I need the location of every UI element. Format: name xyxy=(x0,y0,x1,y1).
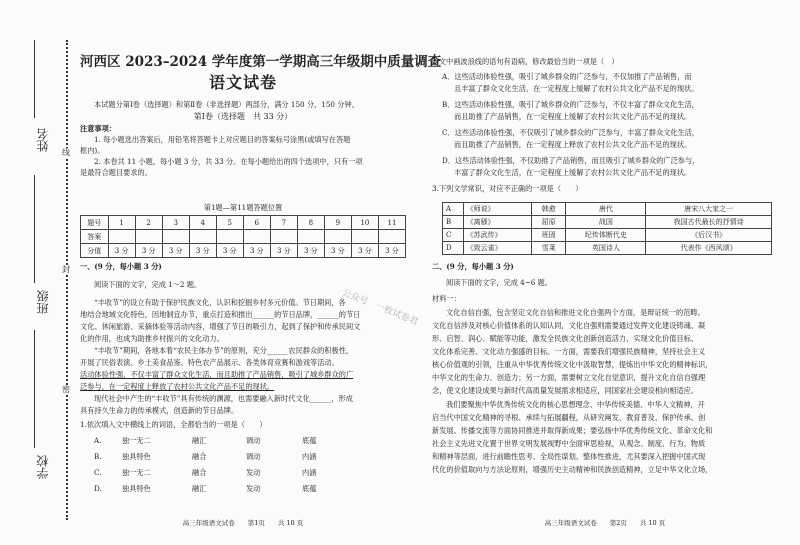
question-number: 11 xyxy=(378,216,405,230)
note-line: 是最符合题目要求的。 xyxy=(80,168,152,177)
option-word: 独一无二 xyxy=(122,468,151,477)
seal-mark-feng: 封 xyxy=(62,265,70,274)
question-number: 8 xyxy=(297,216,324,230)
option-word: 融合 xyxy=(192,468,207,477)
answer-cell[interactable] xyxy=(216,230,243,244)
score-cell: 3 分 xyxy=(297,244,324,258)
class-label: 班级 xyxy=(36,290,50,314)
page-footer: 高三年级语文试卷 第2页 共 10 页 xyxy=(544,519,666,527)
lit-cell: 《师说》 xyxy=(463,203,532,216)
answer-cell[interactable] xyxy=(108,230,135,244)
q2-option-line: C．这些活动体验性强，不仅吸引了城乡群众的广泛参与，丰富了群众文化生活， xyxy=(442,128,700,137)
passage-line: 我们要聚焦中华优秀传统文化的核心思想理念、中华传统美德、中华人文精神，开 xyxy=(446,400,705,409)
answer-cell[interactable] xyxy=(243,230,270,244)
intro-text: 本试题分第Ⅰ卷（选择题）和第Ⅱ卷（非选择题）两部分，满分 150 分，150 分钟。 xyxy=(94,100,359,109)
q2-option-line: D．这些活动体验性强，不仅助推了产品销售，而且吸引了城乡群众的广泛参与， xyxy=(442,156,700,165)
lit-cell: 《苏武传》 xyxy=(463,229,532,242)
option-letter: C. xyxy=(94,468,102,477)
answer-cell[interactable] xyxy=(135,230,162,244)
lit-cell: 《致云雀》 xyxy=(463,242,532,255)
answer-table xyxy=(80,215,406,258)
option-word: 融汇 xyxy=(192,436,207,445)
passage-line-wavy: 泛参与，在一定程度上释放了农村公共文化产品不足的现状。 xyxy=(80,382,275,391)
option-word: 独具特色 xyxy=(122,484,151,493)
question-number: 10 xyxy=(351,216,378,230)
lit-cell: B xyxy=(443,216,464,229)
q2-option-line: B．这些活动体验性强，吸引了城乡群众的广泛参与，不仅丰富了群众文化生活， xyxy=(442,100,699,109)
passage-line: 开展了民俗表演、乡土美食品鉴、特色农产品展示、各类体育竞赛和游戏等活动。 xyxy=(80,358,339,367)
passage-line: 现代社会中产生的“丰收节”具有传统的渊源，也需要融入新时代文化______，形成 xyxy=(94,394,353,403)
q2-option-line: A．这些活动体验性强，吸引了城乡群众的广泛参与，不仅加推了产品销售，而 xyxy=(442,72,692,81)
lit-cell: 代表作《西风颂》 xyxy=(646,242,772,255)
answer-cell[interactable] xyxy=(351,230,378,244)
lit-cell: 战国 xyxy=(566,216,646,229)
option-word: 发动 xyxy=(246,468,261,477)
question-number: 7 xyxy=(270,216,297,230)
question-2: 2.文中画波浪线的语句有语病，修改最恰当的一项是（ ） xyxy=(432,57,619,66)
lit-cell: 我国古代最长的抒情诗 xyxy=(646,216,772,229)
passage-line: 化的作用，也成为助推乡村振兴的文化动力。 xyxy=(80,334,224,343)
score-cell: 3 分 xyxy=(243,244,270,258)
passage-line: 文化自信涉及对核心价值体系的认知认同，文化自强则需要通过发挥文化建设铸魂、凝 xyxy=(432,321,706,330)
score-cell: 3 分 xyxy=(378,244,405,258)
lit-cell: 纪传体断代史 xyxy=(566,229,646,242)
option-word: 底蕴 xyxy=(302,436,317,445)
part-2-instruction: 阅读下面的文字，完成 4~6 题。 xyxy=(446,278,552,287)
part-1-instruction: 阅读下面的文字，完成 1～2 题。 xyxy=(94,280,202,289)
option-letter: A. xyxy=(94,436,102,445)
watermark-text: 公众号 一枚试卷君 xyxy=(340,288,420,328)
row-label: 题号 xyxy=(81,216,109,230)
option-word: 独一无二 xyxy=(122,436,151,445)
passage-line: 启当代中国文化精神的寻根、承续与拓展疆程，从研究阐发、教育普及、保护传承、创 xyxy=(432,413,706,422)
passage-line: 文化自信自强，包含坚定文化自信和推进文化自强两个方面，是辩证统一的范畴。 xyxy=(446,308,705,317)
option-word: 底蕴 xyxy=(302,484,317,493)
lit-cell: 屈原 xyxy=(532,216,566,229)
section-1-title: 第Ⅰ卷（选择题 共 33 分） xyxy=(193,112,293,121)
score-cell: 3 分 xyxy=(135,244,162,258)
question-number: 3 xyxy=(162,216,189,230)
q2-option-line: 丰富了群众文化生活，在一定程度上缓解了农村公共文化产品不足的现状。 xyxy=(454,168,692,177)
lit-cell: C xyxy=(443,229,464,242)
note-line: 1. 每小题选出答案后，用铅笔将答题卡上对应题目的答案标号涂黑(或填写在答题 xyxy=(94,135,351,144)
page-footer: 高三年级语文试卷 第1页 共 10 页 xyxy=(182,519,304,527)
score-cell: 3 分 xyxy=(324,244,351,258)
passage-line: 中华文化的生命力、创造力；另一方面，需要树立文化自觉意识，提升文化自信自强理 xyxy=(432,373,706,382)
question-number: 9 xyxy=(324,216,351,230)
answer-cell[interactable] xyxy=(162,230,189,244)
answer-cell[interactable] xyxy=(270,230,297,244)
school-line xyxy=(34,330,35,448)
score-cell: 3 分 xyxy=(216,244,243,258)
score-cell: 3 分 xyxy=(162,244,189,258)
answer-cell[interactable] xyxy=(189,230,216,244)
option-word: 融汇 xyxy=(192,484,207,493)
notes-title: 注意事项： xyxy=(80,124,116,133)
passage-line: 念，使文化建设成果与新时代高质量发展需求相适应，同国家社会建设相向相适应。 xyxy=(432,386,698,395)
seal-mark-mi: 密 xyxy=(62,385,70,394)
lit-cell: 《后汉书》 xyxy=(646,229,772,242)
question-3: 3.下列文学常识，对应不正确的一项是（ ） xyxy=(432,184,583,193)
option-word: 调动 xyxy=(246,452,261,461)
seal-dotted-line xyxy=(66,40,68,520)
passage-line: “丰收节”期间，各地本着“农民主体办节”的原则，充分______农民群众的积极性， xyxy=(94,346,354,355)
option-word: 内涵 xyxy=(302,452,317,461)
lit-cell: 英国诗人 xyxy=(566,242,646,255)
answer-cell[interactable] xyxy=(324,230,351,244)
seal-mark-xian: 线 xyxy=(62,148,70,157)
passage-line-wavy: 活动体验性强，不仅丰富了群众文化生活，而且助推了产品销售，吸引了城乡群众的广 xyxy=(80,370,354,379)
passage-line: 形、启智、润心、赋能等功能，激发全民族文化创新创造活力，实现文化价值目标、 xyxy=(432,334,698,343)
class-line xyxy=(34,175,35,283)
passage-line: 具有持久生命力的传承模式，创造新的节日品牌。 xyxy=(80,406,239,415)
option-word: 内涵 xyxy=(302,468,317,477)
lit-cell: 《离骚》 xyxy=(463,216,532,229)
passage-line: 代化的价值取向与方法论原则，增强历史主动精神和民族创造精神，立足中华文化立场， xyxy=(432,465,713,474)
lit-cell: A xyxy=(443,203,464,216)
option-word: 调动 xyxy=(246,436,261,445)
option-letter: D. xyxy=(94,484,102,493)
option-word: 融合 xyxy=(192,452,207,461)
question-number: 6 xyxy=(243,216,270,230)
subject-title: 语文试卷 xyxy=(208,73,277,92)
lit-cell: 唐宋八大家之一 xyxy=(646,203,772,216)
passage-line: 地结合地域文化特色，因地制宜办节，重点打造和推出______的节日品牌，______的节日 xyxy=(80,310,361,319)
score-cell: 3 分 xyxy=(270,244,297,258)
name-line xyxy=(34,40,35,118)
part-1-heading: 一、(9 分，每小题 3 分) xyxy=(80,262,162,271)
literature-table xyxy=(442,202,772,255)
question-1: 1.依次填入文中横线上的词语，全都恰当的一项是（ ） xyxy=(80,420,267,429)
passage-line: 核心价值观的引领，注重从中华优秀传统文化中汲取智慧，提炼出中华文化的精神标识， xyxy=(432,360,713,369)
q2-option-line: 且丰富了群众文化生活，在一定程度上缓解了农村公共文化产品不足的现状。 xyxy=(454,84,699,93)
lit-cell: 唐代 xyxy=(566,203,646,216)
lit-cell: 韩愈 xyxy=(532,203,566,216)
passage-line: 文化、休闲旅游、采摘体验等活动内容，增强了节日的吸引力，起到了保护和传承民间文 xyxy=(80,322,361,331)
question-number: 5 xyxy=(216,216,243,230)
note-line: 框内)。 xyxy=(80,146,105,155)
score-cell: 3 分 xyxy=(351,244,378,258)
lit-cell: 雪莱 xyxy=(532,242,566,255)
passage-line: 新发展、传播交流等方面协同推进并取得新成果；要弘扬中华优秀传统文化、革命文化和 xyxy=(432,426,713,435)
exam-title: 河西区 2023–2024 学年度第一学期高三年级期中质量调查 xyxy=(80,54,442,70)
score-cell: 3 分 xyxy=(108,244,135,258)
material-label: 材料一： xyxy=(432,294,461,303)
option-letter: B. xyxy=(94,452,102,461)
question-number: 1 xyxy=(108,216,135,230)
passage-line: 和精神等层面，进行前瞻性思考、全局性谋划、整体性推进，尤其要深入把握中国式现 xyxy=(432,452,706,461)
q2-option-line: 而且助推了产品销售，在一定程度上释放了农村公共文化产品不足的现状。 xyxy=(454,140,692,149)
option-word: 独具特色 xyxy=(122,452,151,461)
answer-cell[interactable] xyxy=(297,230,324,244)
question-number: 4 xyxy=(189,216,216,230)
q2-option-line: 而且助推了产品销售，在一定程度上缓解了农村公共文化产品不足的现状。 xyxy=(454,112,692,121)
note-line: 2. 本卷共 11 小题，每小题 3 分，共 33 分。在每小题给出的四个选项中，只有一项 xyxy=(94,157,363,166)
score-cell: 3 分 xyxy=(189,244,216,258)
part-2-heading: 二、(9 分，每小题 3 分) xyxy=(432,262,514,271)
name-label: 姓名 xyxy=(36,128,50,152)
lit-cell: 班固 xyxy=(532,229,566,242)
passage-line: 社会主义先进文化置于世界文明发展视野中全面审思检视，从观念、制度、行为、物质 xyxy=(432,439,706,448)
question-number: 2 xyxy=(135,216,162,230)
binding-strip xyxy=(0,0,58,545)
passage-line: 文化体系完善、文化动力强盛的目标。一方面，需要我们增强民族精神，坚持社会主义 xyxy=(432,347,706,356)
row-label: 答案 xyxy=(81,230,109,244)
answer-table-caption: 第1题—第11题答题位置 xyxy=(203,203,283,212)
lit-cell: D xyxy=(443,242,464,255)
passage-line: “丰收节”的设立有助于保护民族文化，认识和挖掘乡村多元价值。节日期间，各 xyxy=(94,298,346,307)
answer-cell[interactable] xyxy=(378,230,405,244)
option-word: 发动 xyxy=(246,484,261,493)
row-label: 分值 xyxy=(81,244,109,258)
school-label: 学校 xyxy=(36,455,50,479)
